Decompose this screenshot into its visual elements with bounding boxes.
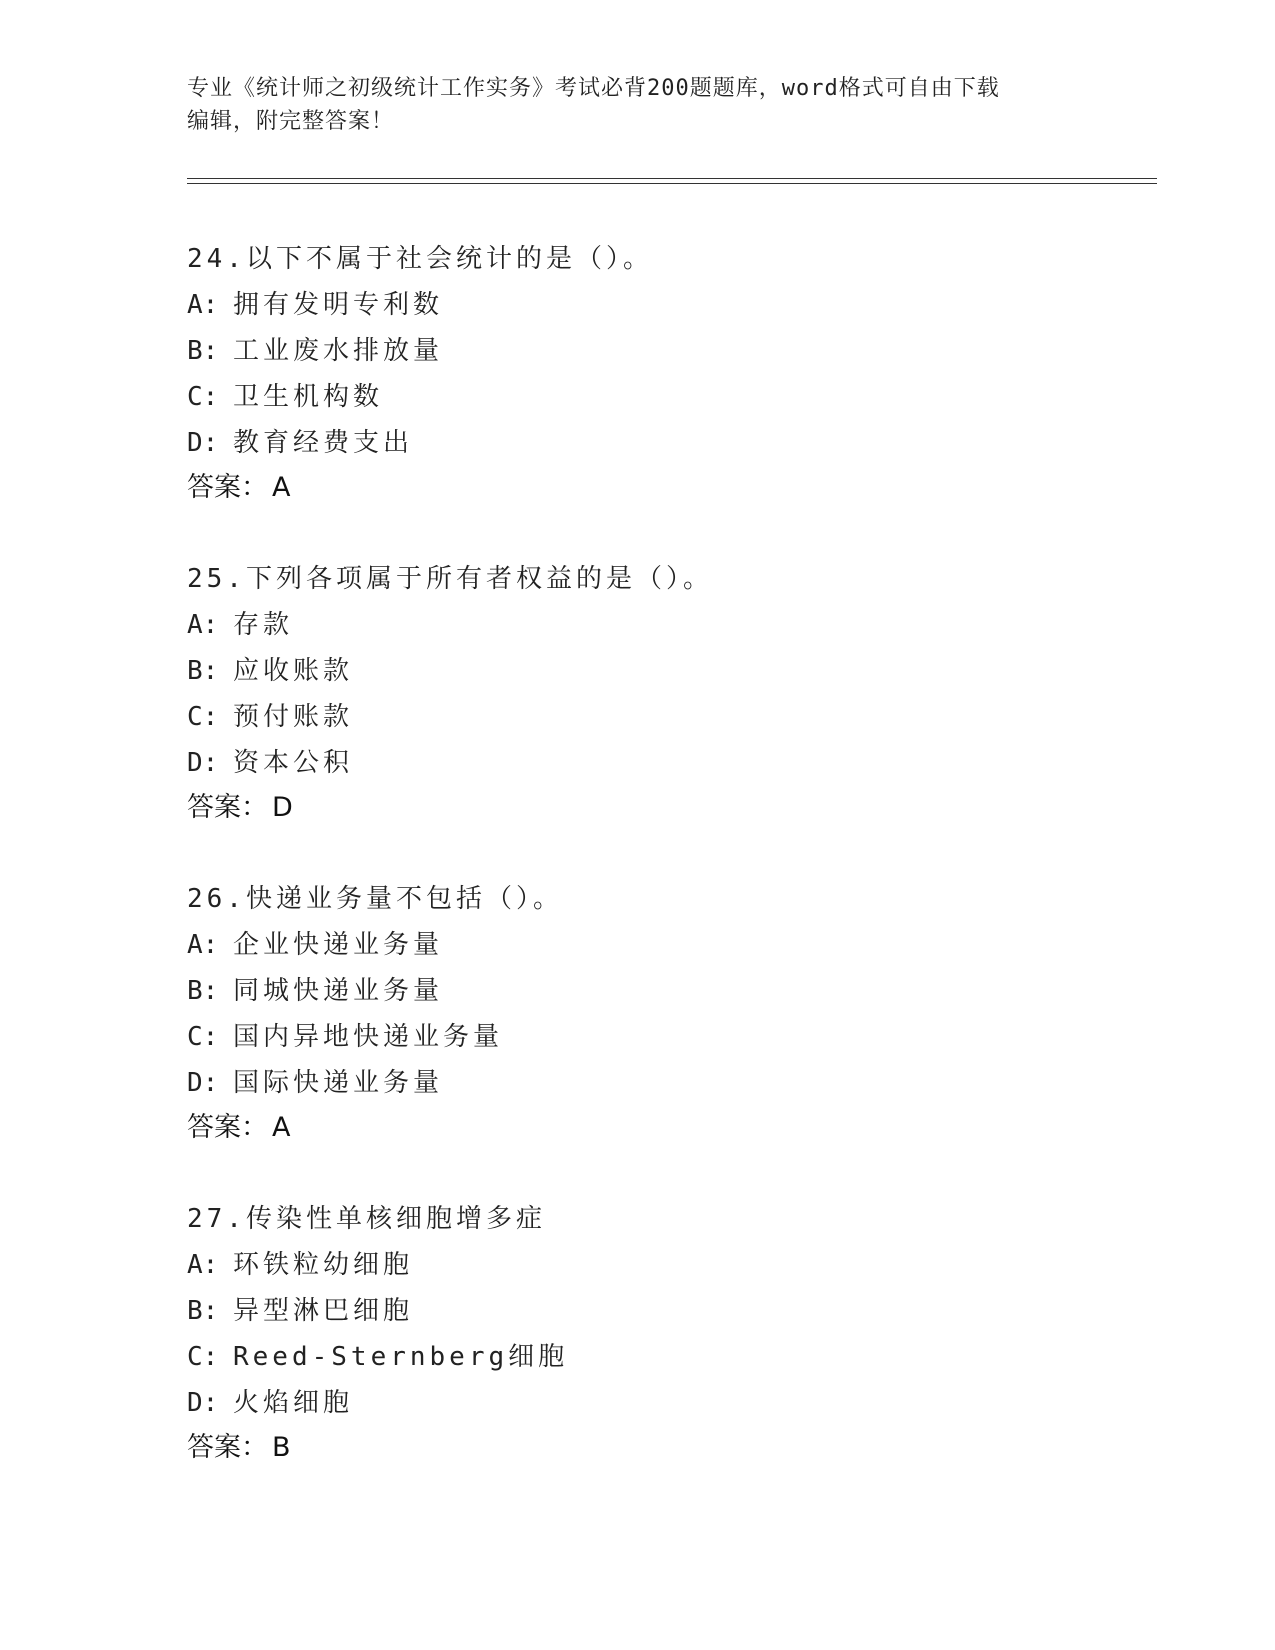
question-stem: 25.下列各项属于所有者权益的是（）。 <box>187 564 713 594</box>
option-d <box>187 740 1167 786</box>
option-letter: B: <box>187 976 219 1006</box>
header-divider-bottom <box>187 183 1157 184</box>
option-text: 火焰细胞 <box>233 1388 354 1418</box>
option-letter: A: <box>187 610 219 640</box>
option-text: 环铁粒幼细胞 <box>233 1250 414 1280</box>
question-list <box>187 236 1167 1516</box>
option-letter: A: <box>187 930 219 960</box>
answer-label: 答案： <box>187 792 268 823</box>
question-24 <box>187 236 1167 510</box>
option-letter: D: <box>187 428 219 458</box>
option-text: 国内异地快递业务量 <box>233 1022 504 1052</box>
option-letter: C: <box>187 1022 219 1052</box>
option-letter: C: <box>187 1342 219 1372</box>
option-text: 异型淋巴细胞 <box>233 1296 414 1326</box>
option-text: 同城快递业务量 <box>233 976 444 1006</box>
option-letter: A: <box>187 290 219 320</box>
option-text: 工业废水排放量 <box>233 336 444 366</box>
answer-label: 答案： <box>187 1112 268 1143</box>
option-a <box>187 1242 1167 1288</box>
answer-line <box>187 1426 1167 1470</box>
question-27 <box>187 1196 1167 1470</box>
option-c <box>187 1334 1167 1380</box>
option-text: Reed-Sternberg细胞 <box>233 1342 569 1372</box>
option-a <box>187 282 1167 328</box>
answer-label: 答案： <box>187 1432 268 1463</box>
option-letter: D: <box>187 748 219 778</box>
option-text: 教育经费支出 <box>233 428 414 458</box>
answer-value: A <box>272 1112 291 1143</box>
option-text: 预付账款 <box>233 702 354 732</box>
option-text: 存款 <box>233 610 294 640</box>
option-b <box>187 1288 1167 1334</box>
option-letter: C: <box>187 702 219 732</box>
option-letter: C: <box>187 382 219 412</box>
option-text: 企业快递业务量 <box>233 930 444 960</box>
option-c <box>187 1014 1167 1060</box>
header-line-2: 编辑，附完整答案！ <box>187 109 395 134</box>
option-b <box>187 648 1167 694</box>
document-header <box>187 72 1087 138</box>
option-a <box>187 922 1167 968</box>
answer-value: D <box>272 792 293 823</box>
answer-value: A <box>272 472 291 503</box>
question-25 <box>187 556 1167 830</box>
answer-label: 答案： <box>187 472 268 503</box>
option-d <box>187 1060 1167 1106</box>
option-text: 卫生机构数 <box>233 382 384 412</box>
question-stem: 26.快递业务量不包括（）。 <box>187 884 563 914</box>
answer-line <box>187 1106 1167 1150</box>
option-text: 资本公积 <box>233 748 354 778</box>
question-stem: 24.以下不属于社会统计的是（）。 <box>187 244 653 274</box>
question-26 <box>187 876 1167 1150</box>
option-text: 国际快递业务量 <box>233 1068 444 1098</box>
option-c <box>187 694 1167 740</box>
option-b <box>187 328 1167 374</box>
option-text: 应收账款 <box>233 656 354 686</box>
option-d <box>187 420 1167 466</box>
option-letter: D: <box>187 1068 219 1098</box>
option-letter: B: <box>187 1296 219 1326</box>
option-a <box>187 602 1167 648</box>
option-letter: A: <box>187 1250 219 1280</box>
option-text: 拥有发明专利数 <box>233 290 444 320</box>
option-d <box>187 1380 1167 1426</box>
answer-value: B <box>272 1432 291 1463</box>
option-b <box>187 968 1167 1014</box>
question-stem: 27.传染性单核细胞增多症 <box>187 1204 546 1234</box>
option-letter: B: <box>187 656 219 686</box>
answer-line <box>187 786 1167 830</box>
header-divider-top <box>187 178 1157 179</box>
option-letter: B: <box>187 336 219 366</box>
option-letter: D: <box>187 1388 219 1418</box>
answer-line <box>187 466 1167 510</box>
option-c <box>187 374 1167 420</box>
header-line-1: 专业《统计师之初级统计工作实务》考试必背200题题库，word格式可自由下载 <box>187 76 1000 101</box>
